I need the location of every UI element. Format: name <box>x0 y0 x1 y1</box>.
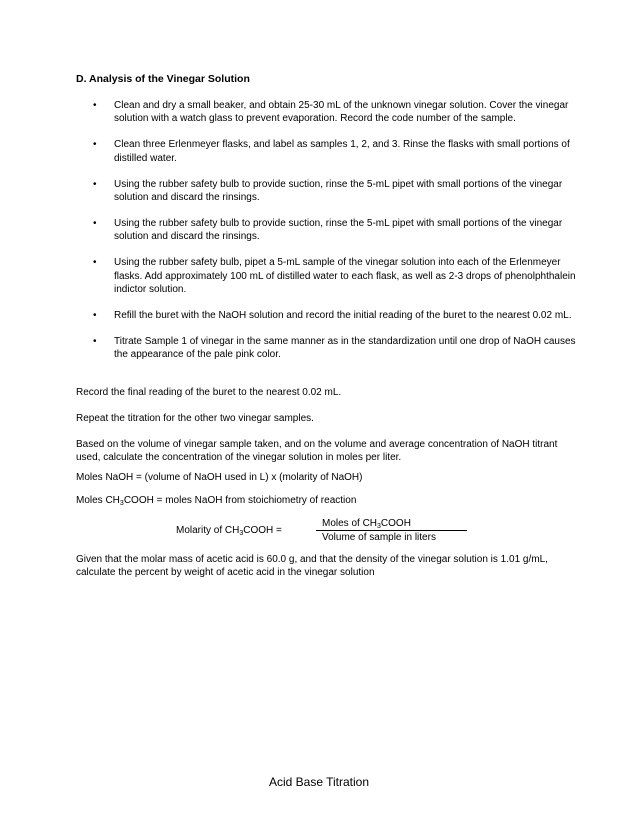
fraction-numerator <box>316 518 467 531</box>
procedure-step <box>76 309 576 322</box>
equation-text: COOH = moles NaOH from stoichiometry of reaction <box>123 495 357 506</box>
percent-weight-paragraph: Given that the molar mass of acetic acid is 60.0 g, and that the density of the vinegar solution is 1.01 g/mL, calculate the percent by weight of acetic acid in the vinegar solution <box>76 554 548 579</box>
page-footer: Acid Base Titration <box>268 775 370 789</box>
record-final-paragraph: Record the final reading of the buret to the nearest 0.02 mL. <box>76 387 342 398</box>
bullet-icon: • <box>93 100 97 111</box>
procedure-step <box>76 335 576 362</box>
calculation-paragraph: Based on the volume of vinegar sample taken, and on the volume and average concentration of NaOH titrant used, calculate the concentration of the vinegar solution in moles per liter. <box>76 439 558 464</box>
bullet-icon: • <box>93 217 97 229</box>
formula-text: COOH = <box>243 525 282 536</box>
procedure-step-text: Clean three Erlenmeyer flasks, and label as samples 1, 2, and 3. Rinse the flasks with small portions of distilled water. <box>114 139 570 164</box>
subscript: 3 <box>239 530 244 537</box>
formula-text: Molarity of CH <box>176 525 240 536</box>
section-heading: D. Analysis of the Vinegar Solution <box>76 73 250 85</box>
procedure-step-text: Refill the buret with the NaOH solution and record the initial reading of the buret to the nearest 0.02 mL. <box>114 309 572 321</box>
bullet-icon: • <box>93 178 97 190</box>
molarity-label <box>176 525 282 536</box>
equation-text: Moles CH <box>76 495 120 506</box>
procedure-step <box>76 256 576 296</box>
molarity-fraction <box>316 518 467 543</box>
procedure-step-text: Using the rubber safety bulb, pipet a 5-mL sample of the vinegar solution into each of the Erlenmeyer flasks. Add approximately 100 mL of distilled water to each flask, as well as 2-3 drops of phenolphthalein indictor solution. <box>114 257 576 296</box>
moles-naoh-equation: Moles NaOH = (volume of NaOH used in L) x (molarity of NaOH) <box>76 472 363 483</box>
fraction-denominator: Volume of sample in liters <box>322 532 436 543</box>
procedure-step <box>76 217 576 244</box>
bullet-icon: • <box>93 139 97 151</box>
procedure-step-text: Using the rubber safety bulb to provide suction, rinse the 5-mL pipet with small portions of the vinegar solution and discard the rinsings. <box>114 178 563 204</box>
procedure-step-text: Using the rubber safety bulb to provide suction, rinse the 5-mL pipet with small portions of the vinegar solution and discard the rinsings. <box>114 217 563 243</box>
procedure-list <box>76 99 576 374</box>
procedure-step-text: Clean and dry a small beaker, and obtain 25-30 mL of the unknown vinegar solution. Cover the vinegar solution with a watch glass to prevent evaporation. Record the code number of the sample. <box>114 100 569 125</box>
formula-text: COOH <box>380 518 411 529</box>
procedure-step <box>76 99 576 126</box>
moles-acetic-acid-equation <box>76 494 566 507</box>
formula-text: Moles of CH <box>322 518 378 529</box>
subscript: 3 <box>377 523 381 530</box>
procedure-step-text: Titrate Sample 1 of vinegar in the same manner as in the standardization until one drop of NaOH causes the appearance of the pale pink color. <box>114 335 576 361</box>
bullet-icon: • <box>93 335 97 347</box>
subscript: 3 <box>119 500 124 507</box>
procedure-step <box>76 178 576 205</box>
bullet-icon: • <box>93 257 97 269</box>
repeat-paragraph: Repeat the titration for the other two vinegar samples. <box>76 413 314 424</box>
bullet-icon: • <box>93 309 97 321</box>
procedure-step <box>76 138 576 165</box>
